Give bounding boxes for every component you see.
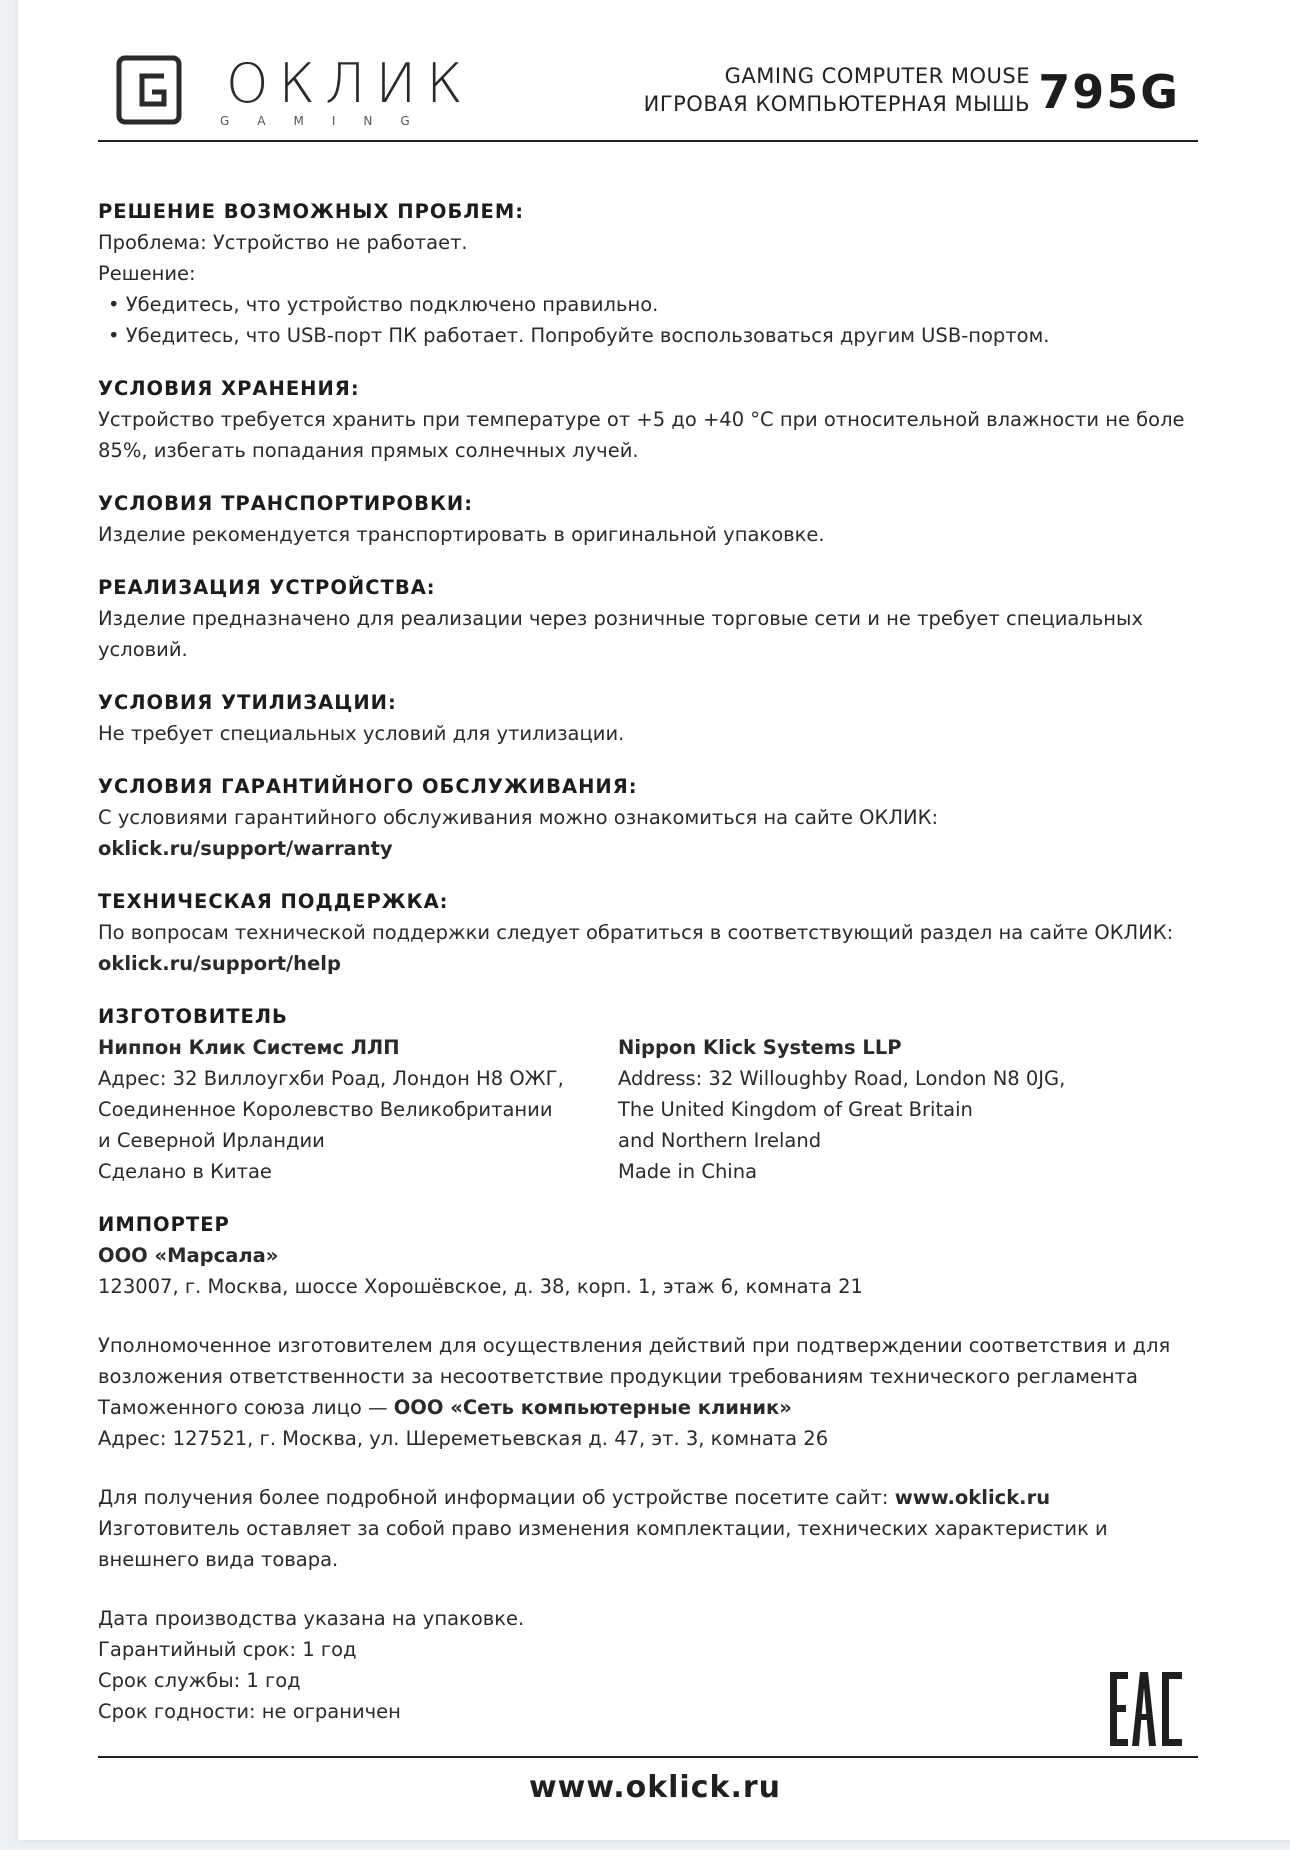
section-heading: ТЕХНИЧЕСКАЯ ПОДДЕРЖКА: xyxy=(98,890,449,913)
section-heading: ИЗГОТОВИТЕЛЬ xyxy=(98,1005,288,1028)
manufacturer-line: и Северной Ирландии xyxy=(98,1129,325,1152)
authorized-line xyxy=(98,1392,1218,1423)
authorized-line: Уполномоченное изготовителем для осуществления действий при подтверждении соответствия и для xyxy=(98,1334,1171,1357)
section-heading: ИМПОРТЕР xyxy=(98,1213,230,1236)
manufacturer-ru xyxy=(98,1032,618,1187)
info-line: Изготовитель оставляет за собой право изменения комплектации, технических характеристик и xyxy=(98,1517,1108,1540)
sales-section xyxy=(98,572,1218,665)
section-heading: УСЛОВИЯ ХРАНЕНИЯ: xyxy=(98,377,360,400)
eac-certification-icon xyxy=(1110,1666,1186,1752)
bullet-item: • Убедитесь, что устройство подключено правильно. xyxy=(108,293,659,316)
brand-name: ОКЛИК xyxy=(226,52,473,115)
manufacturer-line: Address: 32 Willoughby Road, London N8 0JG, xyxy=(618,1067,1066,1090)
dates-section xyxy=(98,1603,1218,1727)
authorized-org: ООО «Сеть компьютерные клиник» xyxy=(393,1396,792,1419)
support-text: По вопросам технической поддержки следует обратиться в соответствующий раздел на сайте ОКЛИК: xyxy=(98,921,1174,944)
importer-name: ООО «Марсала» xyxy=(98,1244,279,1267)
manufacturer-line: Адрес: 32 Виллоугхби Роад, Лондон Н8 ОЖГ, xyxy=(98,1067,564,1090)
transport-text: Изделие рекомендуется транспортировать в оригинальной упаковке. xyxy=(98,523,825,546)
manufacturer-section xyxy=(98,1001,1218,1187)
disposal-text: Не требует специальных условий для утилизации. xyxy=(98,722,625,745)
authorized-line-text: Таможенного союза лицо — xyxy=(98,1396,394,1419)
brand-logo xyxy=(116,48,473,128)
manufacturer-name: Ниппон Клик Системс ЛЛП xyxy=(98,1036,400,1059)
info-line xyxy=(98,1482,1218,1513)
warranty-text-body: С условиями гарантийного обслуживания можно ознакомиться на сайте ОКЛИК: xyxy=(98,806,939,829)
support-section xyxy=(98,886,1218,979)
section-heading: УСЛОВИЯ ТРАНСПОРТИРОВКИ: xyxy=(98,492,474,515)
brand-subtitle: GAMING xyxy=(220,114,438,128)
info-line-text: Для получения более подробной информации об устройстве посетите сайт: xyxy=(98,1486,895,1509)
header-divider xyxy=(98,140,1198,142)
product-title-en: GAMING COMPUTER MOUSE xyxy=(724,64,1030,88)
section-heading: УСЛОВИЯ ГАРАНТИЙНОГО ОБСЛУЖИВАНИЯ: xyxy=(98,775,638,798)
section-heading: РЕАЛИЗАЦИЯ УСТРОЙСТВА: xyxy=(98,576,436,599)
logo-icon xyxy=(116,48,196,128)
warranty-link[interactable]: oklick.ru/support/warranty xyxy=(98,837,393,860)
section-heading: УСЛОВИЯ УТИЛИЗАЦИИ: xyxy=(98,691,397,714)
transport-section xyxy=(98,488,1218,550)
info-site-link[interactable]: www.oklick.ru xyxy=(894,1486,1051,1509)
sales-text: Изделие предназначено для реализации через розничные торговые сети и не требует специальных условий. xyxy=(98,607,1143,661)
problem-text: Проблема: Устройство не работает. xyxy=(98,231,468,254)
importer-section xyxy=(98,1209,1218,1302)
service-life: Срок службы: 1 год xyxy=(98,1669,301,1692)
warranty-section xyxy=(98,771,1218,864)
manufacturer-name: Nippon Klick Systems LLP xyxy=(618,1036,902,1059)
product-title xyxy=(644,62,1030,118)
info-section xyxy=(98,1482,1218,1575)
storage-section xyxy=(98,373,1218,466)
manufacturer-columns xyxy=(98,1032,1218,1187)
warranty-term: Гарантийный срок: 1 год xyxy=(98,1638,357,1661)
troubleshooting-section xyxy=(98,196,1218,351)
support-link[interactable]: oklick.ru/support/help xyxy=(98,952,341,975)
info-line: внешнего вида товара. xyxy=(98,1548,339,1571)
storage-text-line: Устройство требуется хранить при температуре от +5 до +40 °С при относительной влажности не боле xyxy=(98,408,1185,431)
footer-divider xyxy=(98,1756,1198,1758)
production-date-text: Дата производства указана на упаковке. xyxy=(98,1607,525,1630)
authorized-address: Адрес: 127521, г. Москва, ул. Шереметьевская д. 47, эт. 3, комната 26 xyxy=(98,1427,829,1450)
product-title-ru: ИГРОВАЯ КОМПЬЮТЕРНАЯ МЫШЬ xyxy=(643,92,1030,116)
footer-website[interactable]: www.oklick.ru xyxy=(528,1770,782,1805)
shelf-life: Срок годности: не ограничен xyxy=(98,1700,401,1723)
authorized-section xyxy=(98,1330,1218,1454)
importer-address: 123007, г. Москва, шоссе Хорошёвское, д. 38, корп. 1, этаж 6, комната 21 xyxy=(98,1275,863,1298)
disposal-section xyxy=(98,687,1218,749)
solution-label: Решение: xyxy=(98,262,196,285)
section-heading: РЕШЕНИЕ ВОЗМОЖНЫХ ПРОБЛЕМ: xyxy=(98,200,525,223)
document-page xyxy=(18,0,1290,1840)
model-number: 795G xyxy=(1038,65,1180,119)
bullet-item: • Убедитесь, что USB-порт ПК работает. Попробуйте воспользоваться другим USB-портом. xyxy=(108,324,1050,347)
manufacturer-line: Сделано в Китае xyxy=(98,1160,272,1183)
manufacturer-line: Made in China xyxy=(618,1160,758,1183)
manufacturer-line: The United Kingdom of Great Britain xyxy=(618,1098,973,1121)
warranty-text xyxy=(98,802,1218,864)
storage-text-line: 85%, избегать попадания прямых солнечных лучей. xyxy=(98,439,639,462)
manufacturer-line: Соединенное Королевство Великобритании xyxy=(98,1098,553,1121)
manufacturer-line: and Northern Ireland xyxy=(618,1129,822,1152)
document-body xyxy=(98,196,1218,1749)
manufacturer-en xyxy=(618,1032,1138,1187)
authorized-line: возложения ответственности за несоответствие продукции требованиям технического регламента xyxy=(98,1365,1138,1388)
